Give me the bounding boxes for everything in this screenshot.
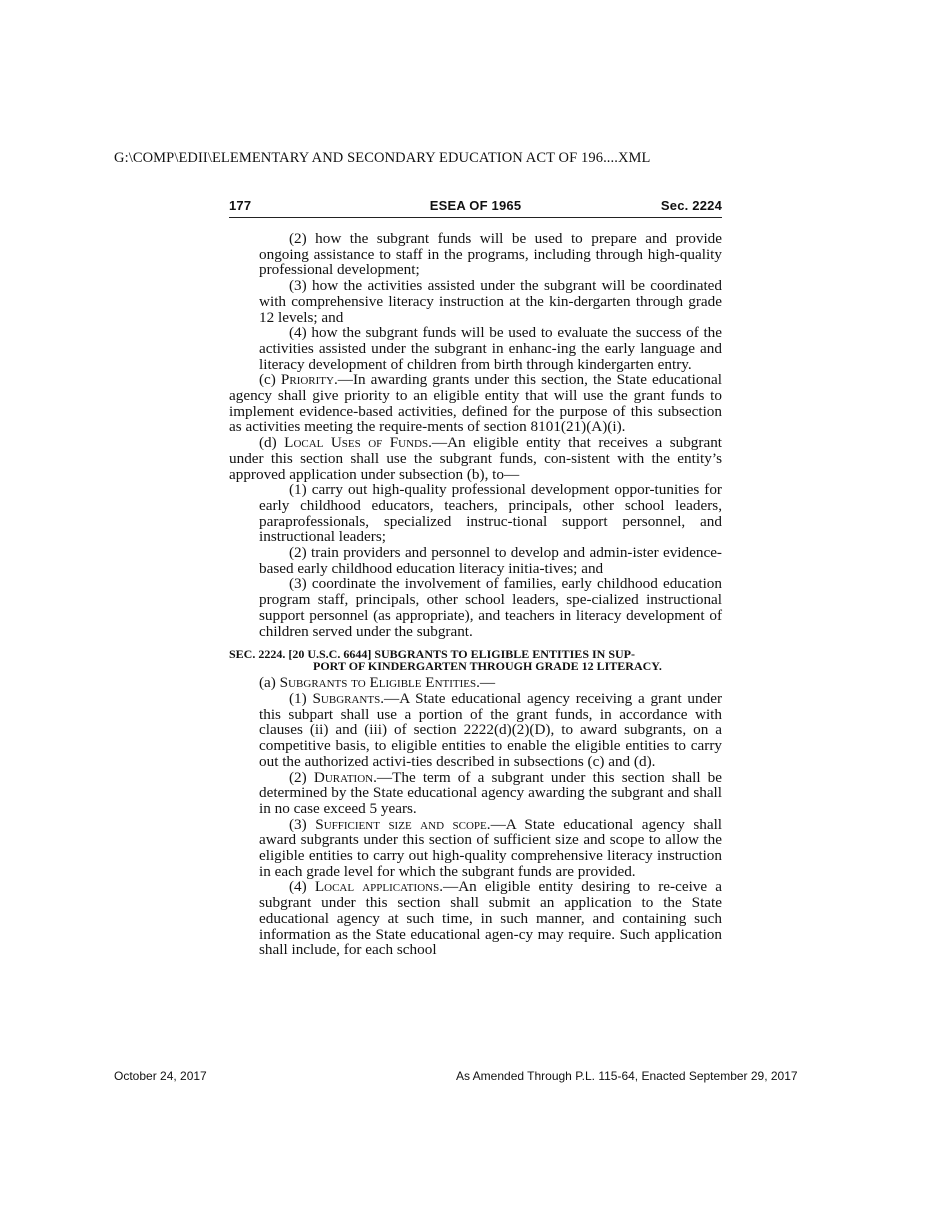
subsection-d-heading: Local Uses of Funds bbox=[284, 434, 429, 452]
subsection-a-heading: Subgrants to Eligible Entities bbox=[279, 674, 477, 692]
section-heading bbox=[229, 648, 722, 672]
paragraph-a4 bbox=[229, 879, 722, 958]
paragraph-a2-label: (2) bbox=[289, 768, 307, 786]
paragraph-a3 bbox=[229, 817, 722, 880]
subsection-d bbox=[229, 435, 722, 482]
paragraph-d2: (2) train providers and personnel to develop and admin-ister evidence-based early childhood education literacy initia-tives; and bbox=[259, 544, 722, 577]
paragraph-a2 bbox=[229, 770, 722, 817]
paragraph-a3-text: .—A State educational agency shall award subgrants under this section of sufficient size and scope to allow the eligible entities to carry out high-quality comprehensive literacy instruction in each grade level for which the subgrant funds are provided. bbox=[259, 815, 723, 880]
footer-date: October 24, 2017 bbox=[114, 1069, 207, 1083]
paragraph-a4-text: .—An eligible entity desiring to re-ceive a subgrant under this section shall submit an application to the State educational agency at such time, in such manner, and containing such information as the State educational agen-cy may require. Such application shall include, for each school bbox=[259, 878, 722, 959]
section-reference: Sec. 2224 bbox=[660, 198, 722, 213]
paragraph-a4-label: (4) bbox=[289, 878, 307, 896]
running-header bbox=[229, 197, 722, 218]
page-body bbox=[229, 231, 722, 958]
subsection-c-heading: Priority bbox=[280, 371, 334, 389]
paragraph-a2-text: .—The term of a subgrant under this section shall be determined by the State educational agency awarding the subgrant and shall in no case exceed 5 years. bbox=[259, 768, 723, 817]
paragraph-d1: (1) carry out high-quality professional development oppor-tunities for early childhood educators, teachers, principals, other school leaders, paraprofessionals, specialized instruc-tional support personnel, and instructional leaders; bbox=[259, 481, 722, 546]
file-path: G:\COMP\EDII\ELEMENTARY AND SECONDARY EDUCATION ACT OF 196....XML bbox=[114, 150, 651, 166]
paragraph-a1-label: (1) bbox=[289, 689, 307, 707]
subsection-d-text: .—An eligible entity that receives a subgrant under this section shall use the subgrant funds, con-sistent with the entity’s approved application under subsection (b), to— bbox=[229, 434, 723, 483]
section-heading-line-2: PORT OF KINDERGARTEN THROUGH GRADE 12 LITERACY. bbox=[313, 659, 662, 674]
paragraph-a4-heading: Local applications bbox=[314, 878, 440, 896]
paragraph-b2: (2) how the subgrant funds will be used to prepare and provide ongoing assistance to staff in the programs, including through high-quality professional development; bbox=[259, 230, 722, 279]
subsection-c-text: .—In awarding grants under this section, the State educational agency shall give priority to an eligible entity that will use the grant funds to implement evidence-based activities, defined for the purpose of this subsection as activities meeting the require-ments of section 8101(21)(A)(i). bbox=[229, 371, 722, 436]
paragraph-b3: (3) how the activities assisted under the subgrant will be coordinated with comprehensive literacy instruction at the kin-dergarten through grade 12 levels; and bbox=[259, 277, 722, 326]
act-title: ESEA OF 1965 bbox=[429, 198, 522, 213]
footer-amended-note: As Amended Through P.L. 115-64, Enacted September 29, 2017 bbox=[456, 1069, 798, 1083]
paragraph-a2-heading: Duration bbox=[313, 768, 374, 786]
paragraph-a3-label: (3) bbox=[289, 815, 307, 833]
subsection-a-label: (a) bbox=[259, 674, 276, 692]
subsection-a bbox=[229, 675, 722, 691]
paragraph-a1-heading: Subgrants bbox=[312, 689, 381, 707]
paragraph-a1-text: .—A State educational agency receiving a grant under this subpart shall use a portion of the grant funds, in accordance with clauses (ii) and (iii) of section 2222(d)(2)(D), to award subgrants, on a competitive basis, to eligible entities to enable the eligible entities to carry out the authorized activi-ties described in subsections (c) and (d). bbox=[259, 689, 723, 770]
subsection-c bbox=[229, 372, 722, 435]
page-number: 177 bbox=[229, 198, 252, 213]
section-heading-line-1: SEC. 2224. [20 U.S.C. 6644] SUBGRANTS TO ELIGIBLE ENTITIES IN SUP- bbox=[229, 647, 635, 662]
paragraph-b4: (4) how the subgrant funds will be used to evaluate the success of the activities assisted under the subgrant in enhanc-ing the early language and literacy development of children from birth through kindergarten entry. bbox=[259, 324, 722, 373]
subsection-c-label: (c) bbox=[259, 371, 276, 389]
paragraph-a1 bbox=[229, 691, 722, 770]
subsection-d-label: (d) bbox=[259, 434, 277, 452]
paragraph-a3-heading: Sufficient size and scope bbox=[315, 815, 487, 833]
paragraph-d3: (3) coordinate the involvement of families, early childhood education program staff, principals, other school leaders, spe-cialized instructional support personnel (as appropriate), and teachers in literacy development of children served under the subgrant. bbox=[259, 575, 722, 640]
subsection-a-suffix: .— bbox=[476, 674, 496, 692]
